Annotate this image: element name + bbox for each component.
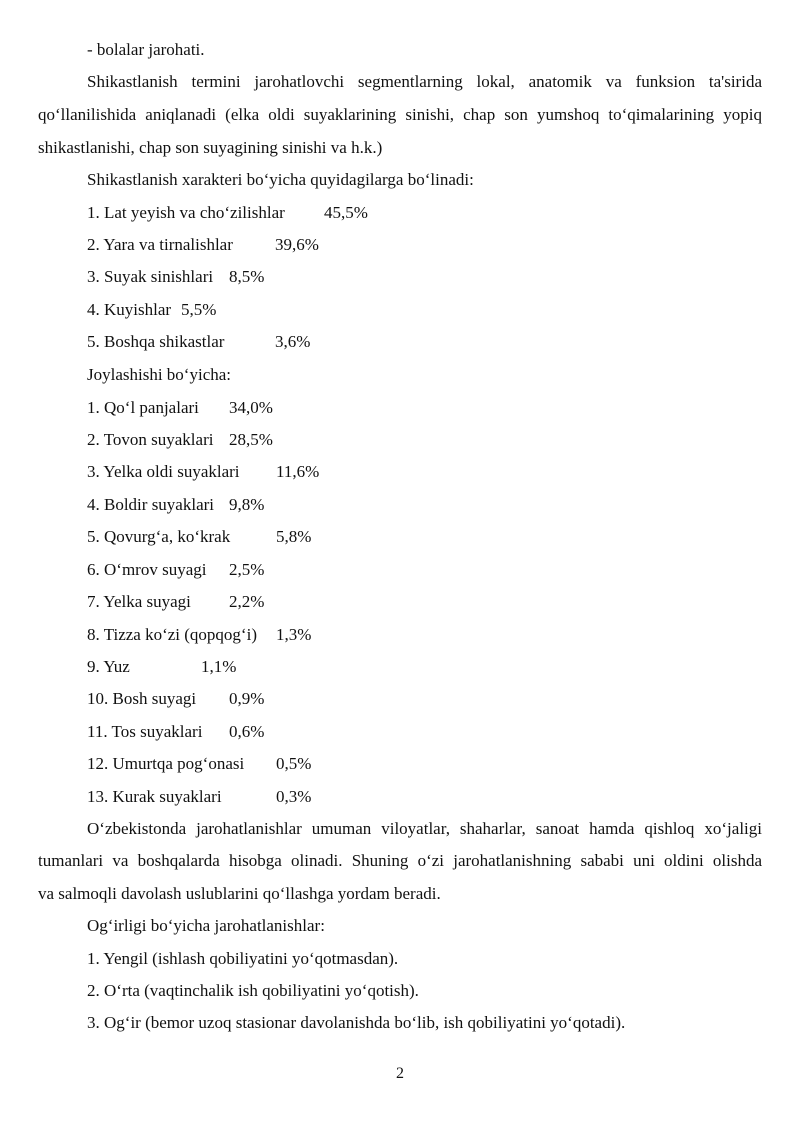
definition-line-2: qo‘llanilishida aniqlanadi (elka oldi suyaklarining sinishi, chap son yumshoq to‘qimalarining yopiq <box>38 105 762 124</box>
severity-heading: Og‘irligi bo‘yicha jarohatlanishlar: <box>87 916 325 935</box>
item-value: 1,1% <box>201 657 237 676</box>
uzbekistan-line-1: O‘zbekistonda jarohatlanishlar umuman viloyatlar, shaharlar, sanoat hamda qishloq xo‘jaligi <box>87 819 762 838</box>
item-value: 5,8% <box>276 527 312 546</box>
item-label: 11. Tos suyaklari <box>87 722 203 741</box>
item-value: 34,0% <box>229 398 273 417</box>
item-label: 5. Qovurg‘a, ko‘krak <box>87 527 231 546</box>
item-label: 4. Boldir suyaklari <box>87 495 215 514</box>
definition-line-3: shikastlanishi, chap son suyagining sinishi va h.k.) <box>38 138 383 157</box>
item-label: 6. O‘mrov suyagi <box>87 560 207 579</box>
item-label: 13. Kurak suyaklari <box>87 787 222 806</box>
severity-item: 3. Og‘ir (bemor uzoq stasionar davolanishda bo‘lib, ish qobiliyatini yo‘qotadi). <box>87 1013 626 1032</box>
item-value: 1,3% <box>276 625 312 644</box>
item-label: 3. Suyak sinishlari <box>87 267 214 286</box>
item-label: 9. Yuz <box>87 657 130 676</box>
item-value: 39,6% <box>275 235 319 254</box>
item-value: 28,5% <box>229 430 273 449</box>
definition-line-1: Shikastlanish termini jarohatlovchi segmentlarning lokal, anatomik va funksion ta'sirida <box>87 72 762 91</box>
item-value: 8,5% <box>229 267 265 286</box>
severity-item: 2. O‘rta (vaqtinchalik ish qobiliyatini yo‘qotish). <box>87 981 419 1000</box>
item-value: 0,3% <box>276 787 312 806</box>
item-label: 10. Bosh suyagi <box>87 689 197 708</box>
item-label: 3. Yelka oldi suyaklari <box>87 462 240 481</box>
severity-item: 1. Yengil (ishlash qobiliyatini yo‘qotmasdan). <box>87 949 399 968</box>
uzbekistan-line-2: tumanlari va boshqalarda hisobga olinadi. Shuning o‘zi jarohatlanishning sababi uni oldini olishda <box>38 851 762 870</box>
uzbekistan-line-3: va salmoqli davolash uslublarini qo‘llashga yordam beradi. <box>38 884 441 903</box>
item-label: 2. Tovon suyaklari <box>87 430 214 449</box>
item-label: 1. Lat yeyish va cho‘zilishlar <box>87 203 285 222</box>
item-label: 5. Boshqa shikastlar <box>87 332 225 351</box>
item-value: 3,6% <box>275 332 311 351</box>
item-value: 2,2% <box>229 592 265 611</box>
item-value: 9,8% <box>229 495 265 514</box>
item-value: 2,5% <box>229 560 265 579</box>
item-label: 2. Yara va tirnalishlar <box>87 235 233 254</box>
location-heading: Joylashishi bo‘yicha: <box>87 365 232 384</box>
character-heading: Shikastlanish xarakteri bo‘yicha quyidagilarga bo‘linadi: <box>87 170 474 189</box>
intro-line: - bolalar jarohati. <box>87 40 205 59</box>
item-label: 8. Tizza ko‘zi (qopqog‘i) <box>87 625 257 644</box>
item-value: 11,6% <box>276 462 320 481</box>
item-value: 0,9% <box>229 689 265 708</box>
item-value: 45,5% <box>324 203 368 222</box>
item-label: 1. Qo‘l panjalari <box>87 398 199 417</box>
page-number: 2 <box>396 1065 404 1082</box>
item-label: 4. Kuyishlar <box>87 300 172 319</box>
item-value: 0,5% <box>276 754 312 773</box>
item-value: 0,6% <box>229 722 265 741</box>
item-label: 12. Umurtqa pog‘onasi <box>87 754 245 773</box>
item-label: 7. Yelka suyagi <box>87 592 191 611</box>
item-value: 5,5% <box>181 300 217 319</box>
